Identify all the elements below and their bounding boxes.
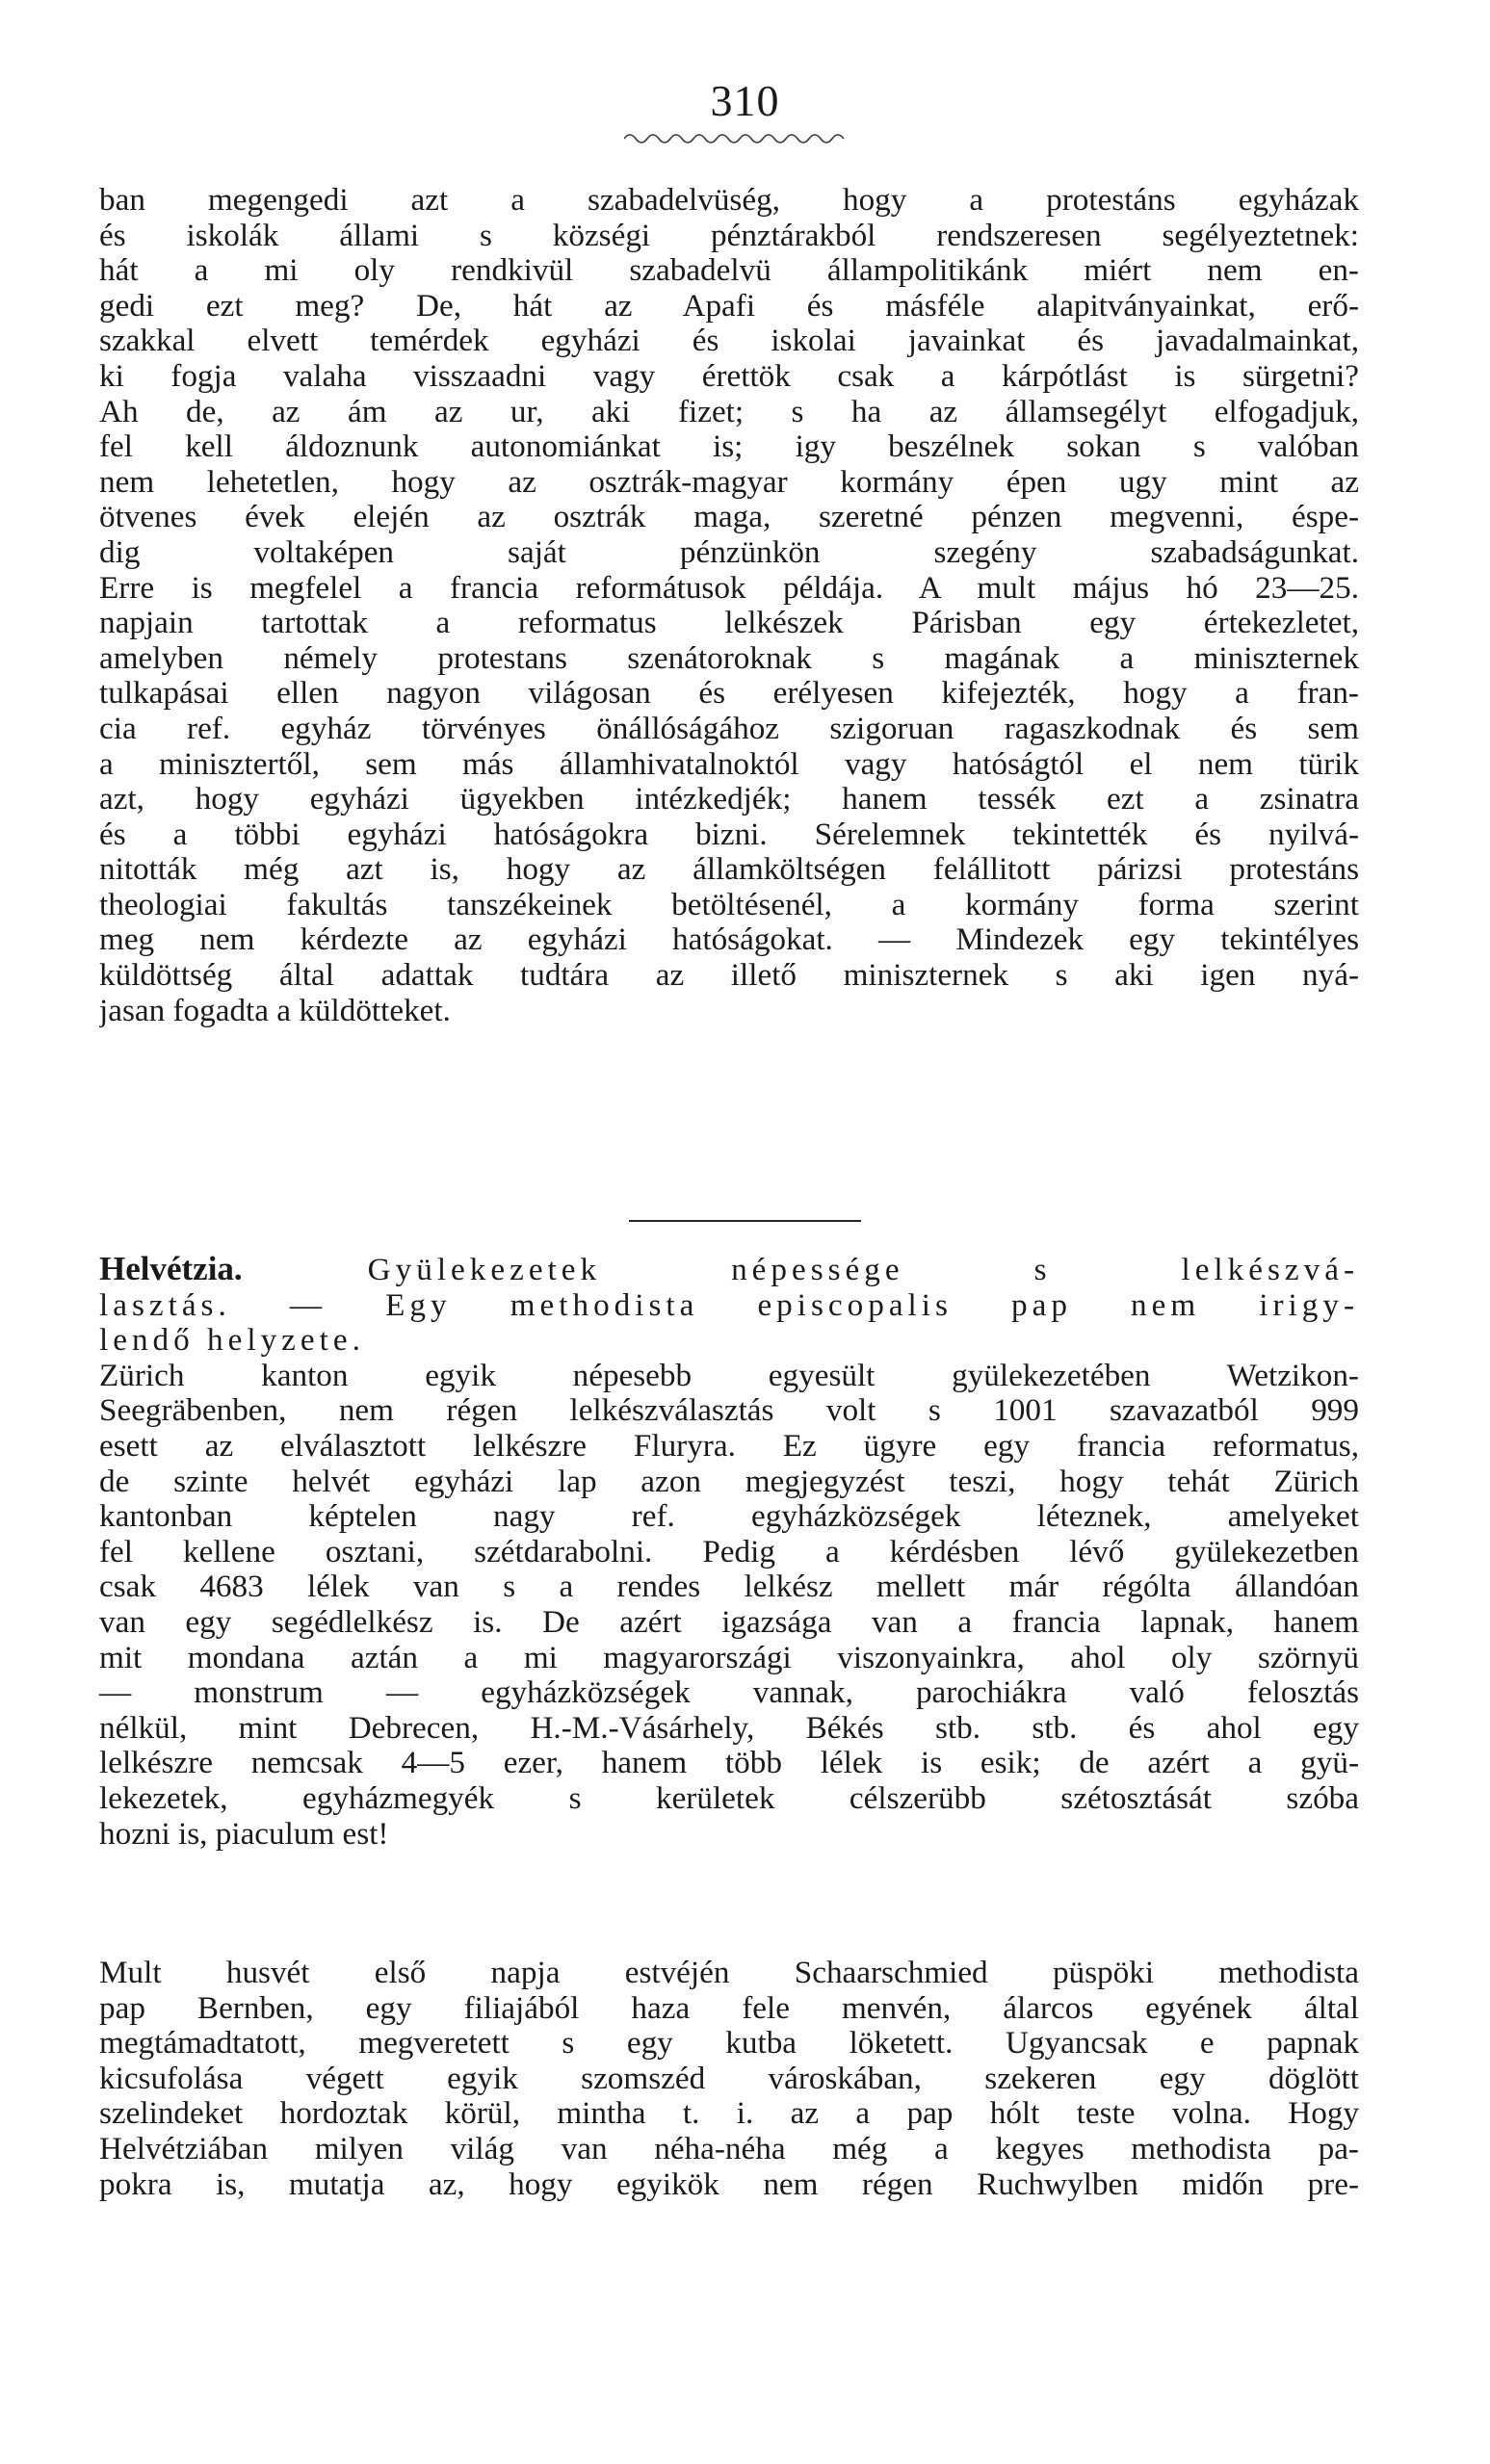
text-line: megtámadtatott, megveretett s egy kutba löketett. Ugyancsak e papnak (99, 2026, 1359, 2062)
text-line: Erre is megfelel a francia reformátusok példája. A mult május hó 23—25. (99, 570, 1359, 606)
section-helvetzia (99, 1252, 1359, 1852)
text-line: nitották még azt is, hogy az államköltségen felállitott párizsi protestáns (99, 852, 1359, 888)
text-line: azt, hogy egyházi ügyekben intézkedjék; hanem tessék ezt a zsinatra (99, 782, 1359, 817)
text-line: a minisztertől, sem más államhivatalnoktól vagy hatóságtól el nem türik (99, 746, 1359, 782)
section-subtitle: lendő helyzete. (99, 1322, 365, 1359)
text-line: fel kellene osztani, szétdarabolni. Pedig a kérdésben lévő gyülekezetben (99, 1533, 1359, 1569)
text-line: jasan fogadta a küldötteket. (99, 993, 451, 1028)
page-number-ornament (624, 131, 846, 144)
paragraph-block-bottom (99, 1956, 1359, 2202)
text-line: mit mondana aztán a mi magyarországi viszonyainkra, ahol oly szörnyü (99, 1639, 1359, 1675)
text-line: szakkal elvett temérdek egyházi és iskolai javainkat és javadalmainkat, (99, 324, 1359, 359)
text-line: nem lehetetlen, hogy az osztrák-magyar kormány épen ugy mint az (99, 464, 1359, 500)
text-line: Seegräbenben, nem régen lelkészválasztás volt s 1001 szavazatból 999 (99, 1392, 1359, 1429)
text-line: hozni is, piaculum est! (99, 1815, 389, 1852)
text-line: ki fogja valaha visszaadni vagy érettök csak a kárpótlást is sürgetni? (99, 358, 1359, 394)
text-line: ötvenes évek elején az osztrák maga, szeretné pénzen megvenni, éspe- (99, 500, 1359, 535)
section-title: Helvétzia. (99, 1250, 243, 1287)
text-line: pokra is, mutatja az, hogy egyikök nem régen Ruchwylben midőn pre- (99, 2166, 1359, 2202)
text-line: csak 4683 lélek van s a rendes lelkész mellett már régólta állandóan (99, 1569, 1359, 1605)
text-line: és a többi egyházi hatóságokra bizni. Sérelemnek tekintették és nyilvá- (99, 817, 1359, 852)
text-line: cia ref. egyház törvényes önállóságához szigoruan ragaszkodnak és sem (99, 711, 1359, 746)
text-line: esett az elválasztott lelkészre Fluryra. Ez ügyre egy francia reformatus, (99, 1427, 1359, 1464)
section-subtitle: lasztás. — Egy methodista episcopalis pap nem irigy- (99, 1286, 1359, 1323)
text-line: nélkül, mint Debrecen, H.-M.-Vásárhely, Békés stb. stb. és ahol egy (99, 1709, 1359, 1746)
text-line: amelyben némely protestans szenátoroknak s magának a miniszternek (99, 640, 1359, 676)
text-line: napjain tartottak a reformatus lelkészek Párisban egy értekezletet, (99, 606, 1359, 641)
text-line: Helvétziában milyen világ van néha-néha még a kegyes methodista pa- (99, 2131, 1359, 2166)
text-line: — monstrum — egyházközségek vannak, parochiákra való felosztás (99, 1674, 1359, 1711)
section-subtitle: Gyülekezetek népessége s lelkészvá- (367, 1252, 1359, 1287)
text-line: kantonban képtelen nagy ref. egyházközségek léteznek, amelyeket (99, 1498, 1359, 1535)
text-line: meg nem kérdezte az egyházi hatóságokat. — Mindezek egy tekintélyes (99, 922, 1359, 958)
text-line: szelindeket hordoztak körül, mintha t. i. az a pap hólt teste volna. Hogy (99, 2096, 1359, 2132)
text-line: theologiai fakultás tanszékeinek betöltésenél, a kormány forma szerint (99, 887, 1359, 922)
text-line: lekezetek, egyházmegyék s kerületek célszerübb szétosztását szóba (99, 1779, 1359, 1816)
text-line: Ah de, az ám az ur, aki fizet; s ha az államsegélyt elfogadjuk, (99, 394, 1359, 429)
text-line: lelkészre nemcsak 4—5 ezer, hanem több lélek is esik; de azért a gyü- (99, 1745, 1359, 1781)
text-line: pap Bernben, egy filiajából haza fele menvén, álarcos egyének által (99, 1990, 1359, 2026)
text-line: tulkapásai ellen nagyon világosan és erélyesen kifejezték, hogy a fran- (99, 676, 1359, 712)
text-line: Zürich kanton egyik népesebb egyesült gyülekezetében Wetzikon- (99, 1357, 1359, 1393)
text-line: ban megengedi azt a szabadelvüség, hogy a protestáns egyházak (99, 183, 1359, 218)
text-line: hát a mi oly rendkivül szabadelvü állampolitikánk miért nem en- (99, 253, 1359, 289)
section-heading-line (99, 1252, 1359, 1288)
paragraph-block-top (99, 183, 1359, 1028)
text-line: fel kell áldoznunk autonomiánkat is; igy beszélnek sokan s valóban (99, 429, 1359, 465)
text-line: van egy segédlelkész is. De azért igazsága van a francia lapnak, hanem (99, 1603, 1359, 1640)
text-line: gedi ezt meg? De, hát az Apafi és másféle alapitványainkat, erő- (99, 288, 1359, 324)
text-line: küldöttség által adattak tudtára az illető miniszternek s aki igen nyá- (99, 958, 1359, 994)
page-number: 310 (710, 76, 780, 125)
section-divider (629, 1220, 861, 1222)
text-line: dig voltaképen saját pénzünkön szegény szabadságunkat. (99, 534, 1359, 570)
text-line: és iskolák állami s községi pénztárakból rendszeresen segélyeztetnek: (99, 218, 1359, 253)
text-line: de szinte helvét egyházi lap azon megjegyzést teszi, hogy tehát Zürich (99, 1463, 1359, 1499)
text-line: Mult husvét első napja estvéjén Schaarschmied püspöki methodista (99, 1956, 1359, 1990)
text-line: kicsufolása végett egyik szomszéd városkában, szekeren egy döglött (99, 2061, 1359, 2096)
